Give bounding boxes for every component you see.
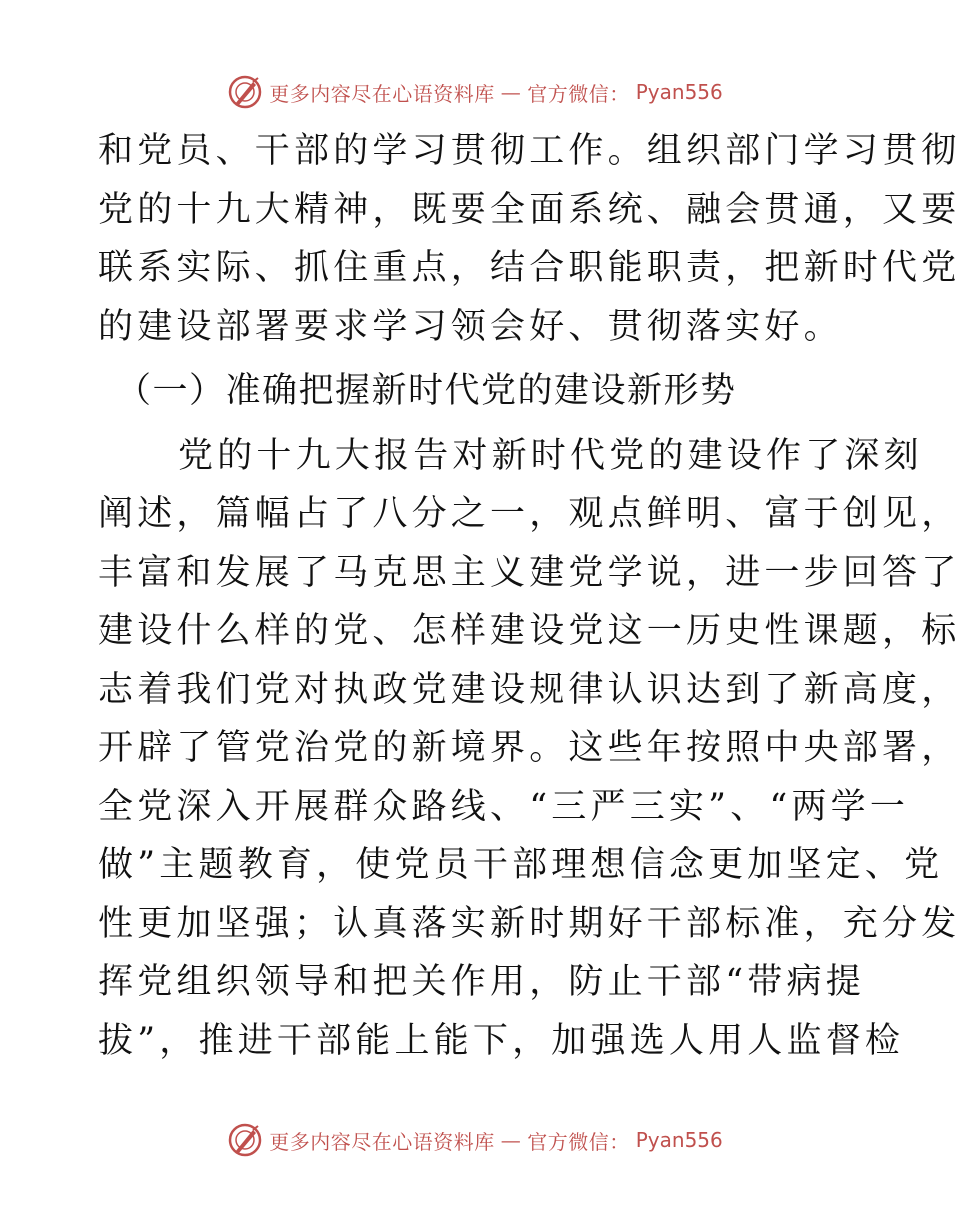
text-line: 性更加坚强；认真落实新时期好干部标准，充分发 bbox=[98, 903, 960, 944]
text-line: 建设什么样的党、怎样建设党这一历史性课题，标 bbox=[98, 611, 960, 651]
header-watermark bbox=[0, 72, 950, 112]
text-line: 开辟了管党治党的新境界。这些年按照中央部署， bbox=[98, 728, 960, 768]
watermark-brand-text: 更多内容尽在心语资料库 bbox=[269, 1129, 495, 1154]
text-line: 的建设部署要求学习领会好、贯彻落实好。 bbox=[98, 306, 843, 347]
feather-circle-logo-icon bbox=[227, 1122, 263, 1158]
footer-watermark bbox=[0, 1120, 950, 1160]
text-line: 丰富和发展了马克思主义建党学说，进一步回答了 bbox=[98, 552, 960, 593]
document-body bbox=[98, 122, 960, 1070]
text-line: 阐述，篇幅占了八分之一，观点鲜明、富于创见， bbox=[98, 494, 960, 534]
text-line: 做”主题教育，使党员干部理想信念更加坚定、党 bbox=[98, 845, 944, 885]
section-heading: （一）准确把握新时代党的建设新形势 bbox=[116, 371, 737, 411]
watermark-separator: — bbox=[500, 1128, 522, 1152]
text-line: 和党员、干部的学习贯彻工作。组织部门学习贯彻 bbox=[98, 131, 960, 171]
paragraph-continuation bbox=[98, 122, 960, 356]
paragraph bbox=[98, 427, 960, 1071]
watermark-contact-id: Pyan556 bbox=[635, 80, 723, 104]
text-line: 全党深入开展群众路线、“三严三实”、“两学一 bbox=[98, 786, 910, 827]
watermark-contact-id: Pyan556 bbox=[635, 1128, 723, 1152]
watermark-contact-label: 官方微信： bbox=[527, 81, 630, 106]
watermark-separator: — bbox=[500, 80, 522, 104]
text-line: 联系实际、抓住重点，结合职能职责，把新时代党 bbox=[98, 248, 960, 288]
text-line: 挥党组织领导和把关作用，防止干部“带病提 bbox=[98, 962, 865, 1002]
watermark-contact-label: 官方微信： bbox=[527, 1129, 630, 1154]
text-line: 志着我们党对执政党建设规律认识达到了新高度， bbox=[98, 669, 960, 710]
feather-circle-logo-icon bbox=[227, 74, 263, 110]
text-line: 党的十九大报告对新时代党的建设作了深刻 bbox=[178, 435, 923, 476]
watermark-brand-text: 更多内容尽在心语资料库 bbox=[269, 81, 495, 106]
text-line: 拔”，推进干部能上能下，加强选人用人监督检 bbox=[98, 1020, 905, 1061]
text-line: 党的十九大精神，既要全面系统、融会贯通，又要 bbox=[98, 189, 960, 230]
